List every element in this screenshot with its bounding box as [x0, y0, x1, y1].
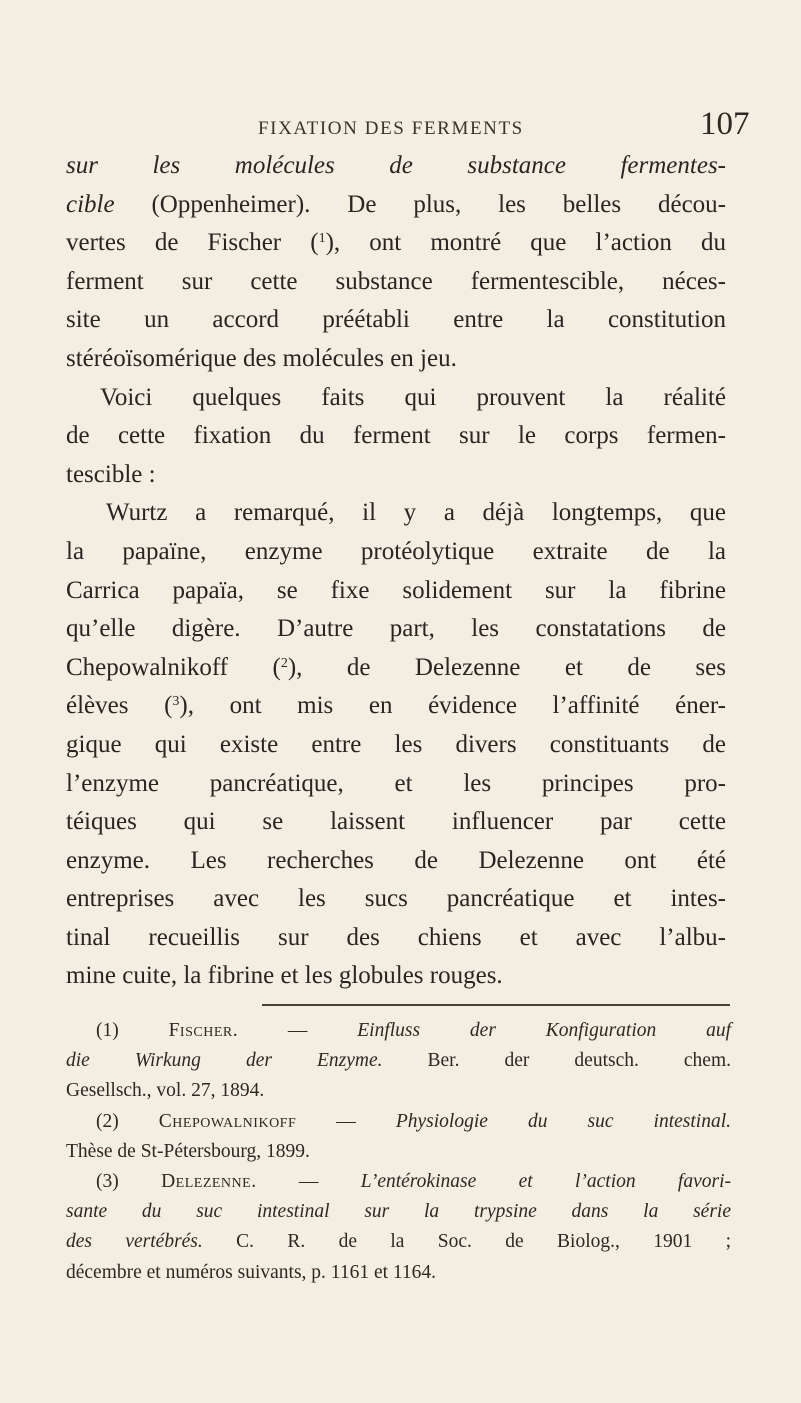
- text-fragment: ), ont montré que l’action du: [325, 229, 726, 257]
- footnotes: [66, 1016, 731, 1288]
- text-line: [66, 687, 726, 726]
- text-line: ferment sur cette substance fermentescible, néces-: [66, 267, 726, 295]
- footnote-3-line: [66, 1227, 731, 1257]
- text-line: [66, 649, 726, 688]
- text-fragment: ), ont mis en évidence l’affinité éner-: [179, 692, 726, 720]
- text-line: tescible :: [66, 460, 156, 488]
- text-line: gique qui existe entre les divers constituants de: [66, 730, 726, 758]
- text-fragment: C. R. de la Soc. de Biolog., 1901 ;: [202, 1231, 731, 1253]
- page-number: 107: [700, 106, 750, 142]
- footnote-3-line: [66, 1167, 731, 1197]
- footnote-author: Delezenne.: [161, 1171, 257, 1193]
- footnote-3-line: décembre et numéros suivants, p. 1161 et 1164.: [66, 1261, 437, 1283]
- footnote-mark: (2): [96, 1110, 119, 1132]
- text-line: téiques qui se laissent influencer par cette: [66, 808, 726, 836]
- footnote-1-line: [66, 1046, 731, 1076]
- italic-phrase: cible: [66, 190, 115, 218]
- text-line: entreprises avec les sucs pancréatique et intes-: [66, 885, 726, 913]
- footnote-3-line: [66, 1197, 731, 1227]
- text-fragment: Chepowalnikoff (: [66, 653, 281, 681]
- footnote-mark: (1): [96, 1020, 119, 1041]
- footnote-2-line: [66, 1107, 731, 1137]
- text-line: la papaïne, enzyme protéolytique extraite de la: [66, 537, 726, 565]
- text-fragment: élèves (: [66, 692, 173, 720]
- text-line: qu’elle digère. D’autre part, les constatations de: [66, 615, 726, 643]
- body-text: [66, 147, 726, 996]
- text-fragment: —: [256, 1171, 361, 1193]
- text-fragment: —: [238, 1020, 358, 1041]
- footnote-title: des vertébrés.: [66, 1231, 203, 1253]
- footnote-1-line: Gesellsch., vol. 27, 1894.: [66, 1080, 265, 1102]
- text-fragment: ), de Delezenne et de ses: [287, 653, 726, 681]
- italic-phrase: sur les molécules de substance fermentes-: [66, 152, 726, 179]
- running-title: FIXATION DES FERMENTS: [258, 118, 524, 139]
- footnote-author: Fischer.: [168, 1020, 239, 1041]
- footnote-1-line: [66, 1016, 731, 1046]
- text-fragment: —: [296, 1110, 396, 1132]
- text-line: Wurtz a remarqué, il y a déjà longtemps, que: [106, 499, 726, 527]
- footnote-ref-2: 2: [280, 655, 288, 671]
- text-line: de cette fixation du ferment sur le corps fermen-: [66, 422, 726, 450]
- footnote-title: L’entérokinase et l’action favori-: [360, 1171, 732, 1193]
- text-line: mine cuite, la fibrine et les globules rouges.: [66, 962, 503, 990]
- text-fragment: vertes de Fischer (: [66, 229, 319, 257]
- footnote-author: Chepowalnikoff: [158, 1110, 297, 1132]
- footnote-ref-3: 3: [172, 694, 180, 710]
- text-fragment: Ber. der deutsch. chem.: [382, 1050, 731, 1072]
- text-line: [66, 186, 726, 225]
- footnote-title: Einfluss der Konfiguration auf: [357, 1020, 731, 1041]
- text-line: tinal recueillis sur des chiens et avec l’albu-: [66, 923, 726, 951]
- footnote-2-line: Thèse de St-Pétersbourg, 1899.: [66, 1140, 310, 1162]
- text-fragment: (Oppenheimer). De plus, les belles décou-: [114, 190, 726, 218]
- footnote-ref-1: 1: [318, 231, 326, 247]
- footnote-mark: (3): [96, 1171, 119, 1193]
- text-line: Voici quelques faits qui prouvent la réalité: [100, 383, 726, 411]
- text-line: [66, 224, 726, 263]
- footnote-title: sante du suc intestinal sur la trypsine dans la série: [66, 1201, 731, 1223]
- text-line: stéréoïsomérique des molécules en jeu.: [66, 344, 457, 372]
- text-line: l’enzyme pancréatique, et les principes pro-: [66, 769, 726, 797]
- text-line: [66, 147, 726, 186]
- text-line: enzyme. Les recherches de Delezenne ont été: [66, 846, 726, 874]
- page-header: [0, 104, 801, 148]
- text-line: site un accord préétabli entre la constitution: [66, 306, 726, 334]
- footnote-title: Physiologie du suc intestinal.: [395, 1110, 732, 1132]
- footnote-title: die Wirkung der Enzyme.: [66, 1050, 383, 1072]
- footnote-divider: [262, 1004, 730, 1006]
- text-line: Carrica papaïa, se fixe solidement sur la fibrine: [66, 576, 726, 604]
